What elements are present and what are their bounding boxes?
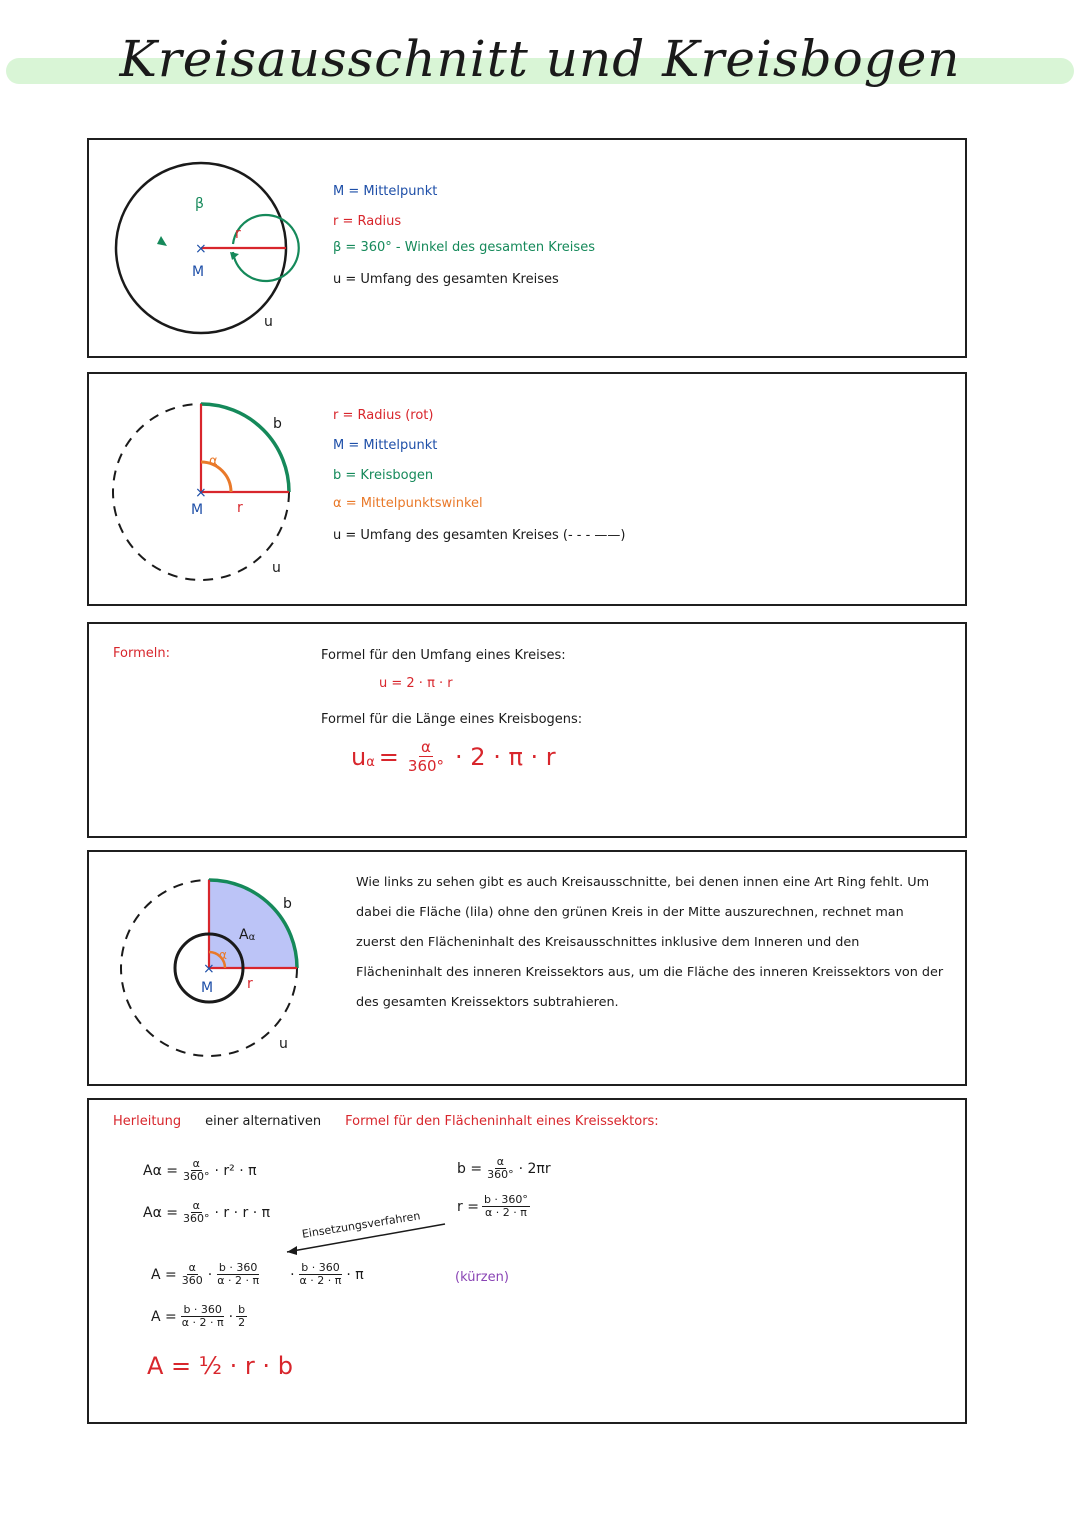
alpha-label: α [219, 948, 227, 962]
box-sector-definitions [87, 372, 967, 606]
formula2-lhs: u [351, 742, 367, 771]
derivation-heading: Herleitung einer alternativen Formel für den Flächeninhalt eines Kreissektors: [113, 1114, 659, 1129]
ring-sector-explanation: Wie links zu sehen gibt es auch Kreisausschnitte, bei denen innen eine Art Ring fehlt. Um dabei die Fläche (lila) ohne den grünen Kreis in der Mitte auszurechnen, rechnet man zuerst den Flächeninhalt des Kreisausschnittes inklusive dem Inneren und den Flächeninhalt des inneren Kreissektors aus, um die Fläche des inneren Kreissektors von der des gesamten Kreissektors subtrahieren. [356, 875, 944, 1010]
derivation-line-2: Aα = $\frac{\alpha}{360^\circ}$ · r · r · π [143, 1199, 271, 1225]
derivation-line-4: A = $\frac{b \cdot 360}{\alpha \cdot 2 \cdot \pi}$ · $\frac{b}{2}$ [151, 1303, 246, 1329]
center-label: M [191, 502, 204, 518]
sector-diagram [89, 374, 965, 604]
alpha-label: α [209, 454, 218, 469]
box-ring-sector [87, 850, 967, 1086]
area-label: A α [239, 926, 256, 943]
formulas-label: Formeln: [113, 646, 170, 661]
formula2-fraction: $\frac{\alpha}{360^\circ}$ [407, 738, 445, 775]
def-circumference: u = Umfang des gesamten Kreises [333, 272, 559, 287]
page-title: Kreisausschnitt und Kreisbogen [119, 30, 961, 88]
substitution-label: Einsetzungsverfahren [301, 1209, 422, 1241]
svg-text:×: × [203, 961, 215, 977]
center-label: M [201, 980, 214, 996]
box-derivation [87, 1098, 967, 1424]
box-formulas [87, 622, 967, 838]
final-formula: A = ½ · r · b [147, 1352, 293, 1380]
beta-label: β [195, 196, 204, 212]
circumference-label: u [272, 560, 281, 576]
formula1-heading: Formel für den Umfang eines Kreises: [321, 648, 566, 663]
derivation-line-3: A = $\frac{\alpha}{360}$ · $\frac{b \cdot 360}{\alpha \cdot 2 \cdot \pi}$ · $\frac{b \cdot 360}{\alpha \cdot 2 \cdot \pi}$ · π [151, 1261, 364, 1287]
kuerzen-note: (kürzen) [455, 1270, 509, 1285]
derivation-line-1: Aα = $\frac{\alpha}{360^\circ}$ · r² · π [143, 1157, 257, 1183]
arc-formula: b = $\frac{\alpha}{360^\circ}$ · 2πr [457, 1155, 551, 1181]
formula1: u = 2 · π · r [379, 676, 453, 691]
def-circumference: u = Umfang des gesamten Kreises (- - - ——) [333, 528, 626, 543]
def-center: M = Mittelpunkt [333, 438, 438, 453]
box-circle-definitions [87, 138, 967, 358]
substitution-arrow [89, 1100, 965, 1422]
radius-label: r [237, 500, 243, 516]
radius-label: r [235, 226, 241, 242]
radius-formula: r = $\frac{b \cdot 360^\circ}{\alpha \cdot 2 \cdot \pi}$ [457, 1193, 528, 1219]
circumference-label: u [264, 314, 273, 330]
formula2-heading: Formel für die Länge eines Kreisbogens: [321, 712, 583, 727]
formula2: u α = $\frac{\alpha}{360^\circ}$ · 2 · π · r [351, 738, 556, 775]
svg-text:×: × [195, 241, 207, 257]
arc-label: b [273, 416, 282, 432]
radius-label: r [247, 976, 253, 992]
def-alpha: α = Mittelpunktswinkel [333, 496, 483, 511]
def-arc: b = Kreisbogen [333, 468, 434, 483]
arc-label: b [283, 896, 292, 912]
circumference-label: u [279, 1036, 288, 1052]
def-center: M = Mittelpunkt [333, 184, 438, 199]
svg-text:×: × [195, 485, 207, 501]
formula2-sub: α [366, 755, 375, 770]
def-radius: r = Radius [333, 214, 402, 229]
def-beta: β = 360° - Winkel des gesamten Kreises [333, 240, 595, 255]
center-label: M [192, 264, 205, 280]
def-radius: r = Radius (rot) [333, 408, 434, 423]
formula2-rest: · 2 · π · r [455, 742, 556, 771]
